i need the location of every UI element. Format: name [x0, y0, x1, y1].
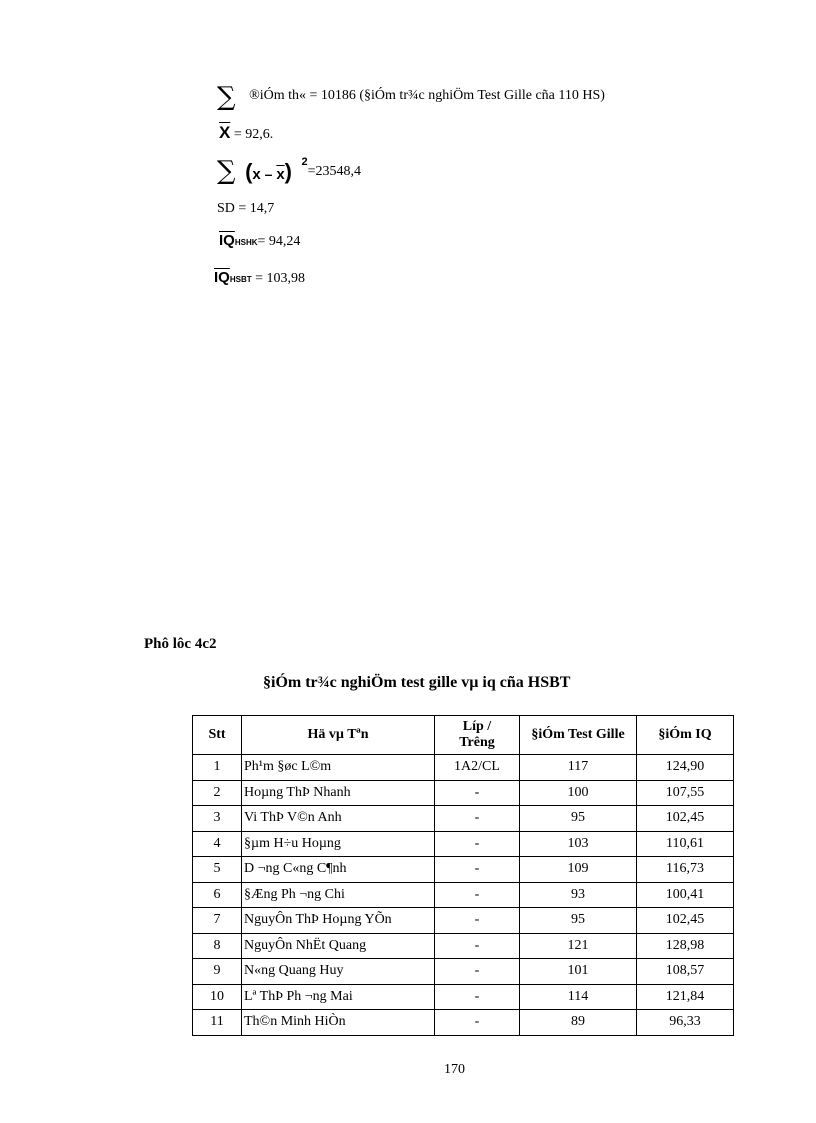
cell-class: -	[435, 831, 520, 857]
iq-hshk-variable: $\overline{IQ}$	[219, 232, 235, 249]
appendix-label: Phô lôc 4c2	[144, 636, 217, 652]
sd-line: SD = 14,7	[217, 201, 275, 216]
variance-exponent: 2	[301, 156, 308, 168]
page-number: 170	[444, 1062, 465, 1077]
cell-name: D ¬ng C«ng C¶nh	[242, 857, 435, 883]
cell-name: Hoµng ThÞ Nhanh	[242, 780, 435, 806]
cell-iq: 124,90	[637, 755, 734, 781]
iq-hsbt-value: = 103,98	[251, 271, 306, 286]
cell-stt: 4	[193, 831, 242, 857]
header-iq: §iÓm IQ	[637, 716, 734, 755]
table-row	[193, 755, 734, 781]
header-class	[435, 716, 520, 755]
cell-name: Ph¹m §øc L©m	[242, 755, 435, 781]
variance-xbar: $\overline{x}$	[276, 166, 285, 183]
variance-formula-line	[217, 158, 361, 185]
table-header-row	[193, 716, 734, 755]
cell-name: NguyÔn ThÞ Hoµng YÕn	[242, 908, 435, 934]
table-row	[193, 933, 734, 959]
cell-stt: 7	[193, 908, 242, 934]
cell-gille: 93	[520, 882, 637, 908]
cell-gille: 114	[520, 984, 637, 1010]
header-stt: Stt	[193, 716, 242, 755]
sum-label: ®iÓm th« = 10186 (§iÓm tr¾c nghiÖm Test Gille cña 110 HS)	[249, 88, 605, 103]
cell-stt: 1	[193, 755, 242, 781]
table-row	[193, 984, 734, 1010]
table-row	[193, 959, 734, 985]
cell-iq: 100,41	[637, 882, 734, 908]
close-paren: )	[284, 159, 292, 184]
cell-stt: 9	[193, 959, 242, 985]
cell-stt: 8	[193, 933, 242, 959]
cell-iq: 121,84	[637, 984, 734, 1010]
table-row	[193, 857, 734, 883]
table-row	[193, 780, 734, 806]
cell-class: 1A2/CL	[435, 755, 520, 781]
mean-value: = 92,6.	[230, 127, 274, 142]
iq-hshk-value: = 94,24	[257, 234, 301, 249]
cell-gille: 109	[520, 857, 637, 883]
sigma-symbol: ∑	[217, 156, 236, 186]
cell-iq: 102,45	[637, 908, 734, 934]
cell-class: -	[435, 857, 520, 883]
table-row	[193, 831, 734, 857]
cell-iq: 108,57	[637, 959, 734, 985]
header-name: Hä vµ Tªn	[242, 716, 435, 755]
cell-stt: 11	[193, 1010, 242, 1036]
table-row	[193, 908, 734, 934]
cell-gille: 95	[520, 908, 637, 934]
cell-class: -	[435, 908, 520, 934]
cell-stt: 10	[193, 984, 242, 1010]
variance-value: =23548,4	[307, 164, 362, 179]
cell-gille: 103	[520, 831, 637, 857]
iq-hsbt-variable: $\overline{IQ}$	[214, 269, 230, 286]
cell-name: §µm H÷u Hoµng	[242, 831, 435, 857]
cell-gille: 95	[520, 806, 637, 832]
cell-iq: 128,98	[637, 933, 734, 959]
cell-name: N«ng Quang Huy	[242, 959, 435, 985]
cell-class: -	[435, 780, 520, 806]
mean-formula-line	[219, 124, 273, 144]
cell-class: -	[435, 933, 520, 959]
table-row	[193, 1010, 734, 1036]
variance-minus: –	[260, 166, 277, 182]
cell-iq: 96,33	[637, 1010, 734, 1036]
cell-name: §Æng Ph ¬ng Chi	[242, 882, 435, 908]
cell-class: -	[435, 959, 520, 985]
iq-hsbt-subscript: HSBT	[229, 275, 252, 284]
cell-stt: 5	[193, 857, 242, 883]
cell-iq: 107,55	[637, 780, 734, 806]
table-row	[193, 882, 734, 908]
cell-stt: 3	[193, 806, 242, 832]
cell-class: -	[435, 1010, 520, 1036]
cell-gille: 121	[520, 933, 637, 959]
cell-iq: 102,45	[637, 806, 734, 832]
cell-name: NguyÔn NhËt Quang	[242, 933, 435, 959]
sigma-symbol: ∑	[217, 82, 236, 112]
open-paren: (	[245, 159, 253, 184]
iq-hshk-subscript: HSHK	[234, 238, 258, 247]
cell-stt: 2	[193, 780, 242, 806]
cell-gille: 89	[520, 1010, 637, 1036]
score-table	[192, 715, 734, 1036]
header-class-line1: Líp /	[462, 719, 492, 734]
iq-hshk-line	[219, 232, 300, 252]
table-row	[193, 806, 734, 832]
variance-x: x	[252, 166, 261, 183]
cell-name: Lª ThÞ Ph ¬ng Mai	[242, 984, 435, 1010]
cell-class: -	[435, 806, 520, 832]
table-title: §iÓm tr¾c nghiÖm test gille vµ iq cña HSBT	[263, 674, 571, 691]
iq-hsbt-line	[214, 269, 305, 289]
sum-formula-line	[217, 84, 605, 111]
cell-stt: 6	[193, 882, 242, 908]
header-class-line2: Trêng	[459, 735, 495, 750]
cell-name: Vi ThÞ V©n Anh	[242, 806, 435, 832]
header-gille: §iÓm Test Gille	[520, 716, 637, 755]
cell-gille: 101	[520, 959, 637, 985]
cell-class: -	[435, 882, 520, 908]
cell-name: Th©n Minh HiÒn	[242, 1010, 435, 1036]
cell-iq: 110,61	[637, 831, 734, 857]
cell-gille: 117	[520, 755, 637, 781]
cell-gille: 100	[520, 780, 637, 806]
cell-class: -	[435, 984, 520, 1010]
cell-iq: 116,73	[637, 857, 734, 883]
mean-variable: $\overline{X}$	[219, 123, 231, 142]
